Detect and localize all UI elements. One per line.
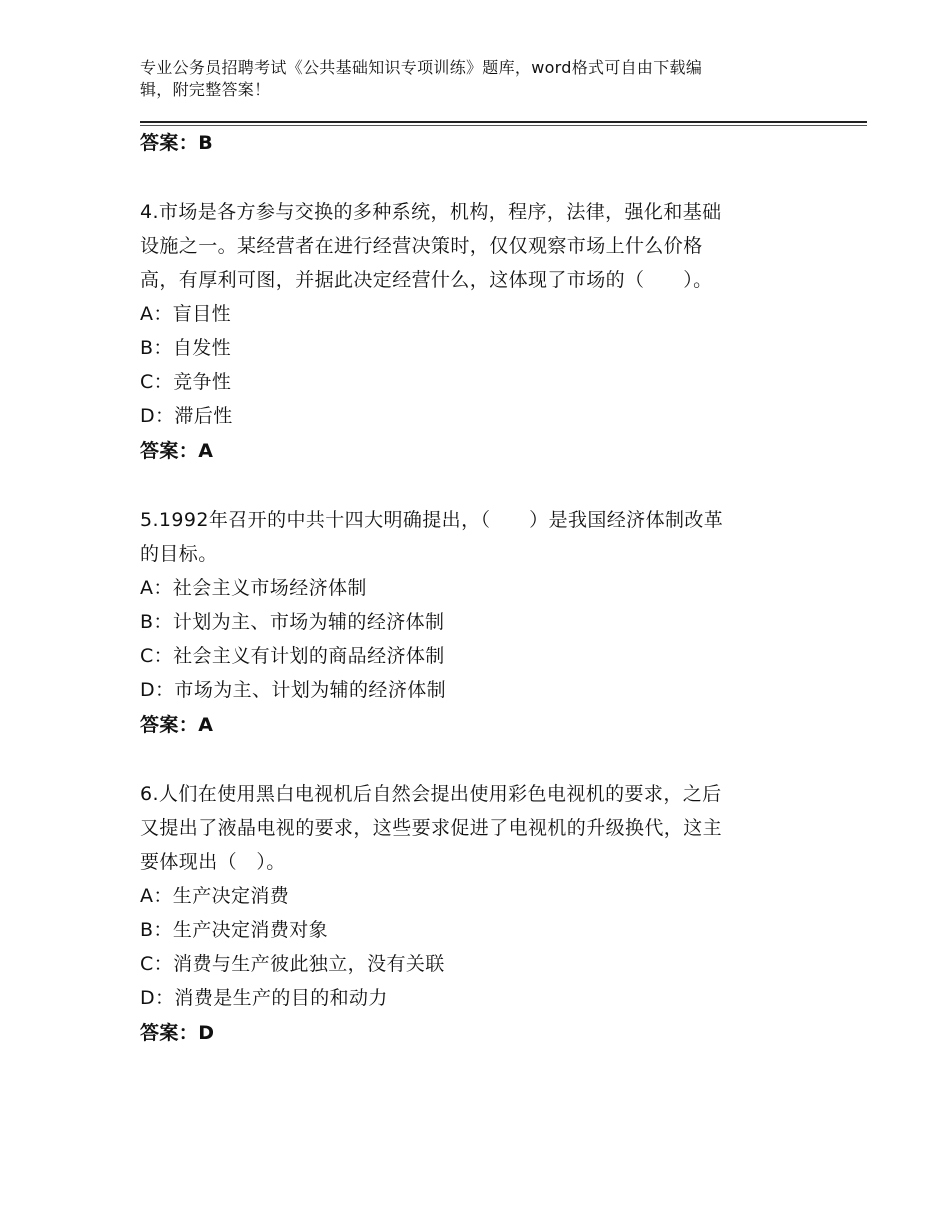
question-6-stem-line-3: 要体现出（ ）。 [140,851,286,873]
question-5-answer: 答案：A [140,714,214,736]
header-line-1: 专业公务员招聘考试《公共基础知识专项训练》题库，word格式可自由下载编 [140,58,703,77]
header-divider [140,121,867,123]
question-4-option-c: C：竞争性 [140,371,232,393]
question-5-stem-line-2: 的目标。 [140,543,218,565]
question-5-option-b: B：计划为主、市场为辅的经济体制 [140,611,445,633]
question-6-answer: 答案：D [140,1022,215,1044]
question-4-option-b: B：自发性 [140,337,232,359]
question-4-option-d: D：滞后性 [140,405,233,427]
question-4-stem-line-3: 高，有厚利可图，并据此决定经营什么，这体现了市场的（ ）。 [140,269,713,291]
question-4-stem-line-1: 4.市场是各方参与交换的多种系统，机构，程序，法律，强化和基础 [140,201,722,223]
question-6-stem-line-2: 又提出了液晶电视的要求，这些要求促进了电视机的升级换代，这主 [140,817,723,839]
question-5-stem-line-1: 5.1992年召开的中共十四大明确提出，（ ）是我国经济体制改革 [140,509,724,531]
header-line-2: 辑，附完整答案！ [140,80,271,99]
question-5-option-d: D：市场为主、计划为辅的经济体制 [140,679,447,701]
question-6-stem-line-1: 6.人们在使用黑白电视机后自然会提出使用彩色电视机的要求，之后 [140,783,722,805]
header-divider-thin [140,125,867,126]
question-6-option-c: C：消费与生产彼此独立，没有关联 [140,953,445,975]
question-6-option-d: D：消费是生产的目的和动力 [140,987,388,1009]
question-6-option-b: B：生产决定消费对象 [140,919,329,941]
question-4-option-a: A：盲目性 [140,303,231,325]
answer-previous: 答案：B [140,132,214,154]
question-5-option-a: A：社会主义市场经济体制 [140,577,367,599]
question-4-answer: 答案：A [140,440,214,462]
question-5-option-c: C：社会主义有计划的商品经济体制 [140,645,445,667]
page-header [140,57,790,101]
question-4-stem-line-2: 设施之一。某经营者在进行经营决策时，仅仅观察市场上什么价格 [140,235,703,257]
question-6-option-a: A：生产决定消费 [140,885,290,907]
